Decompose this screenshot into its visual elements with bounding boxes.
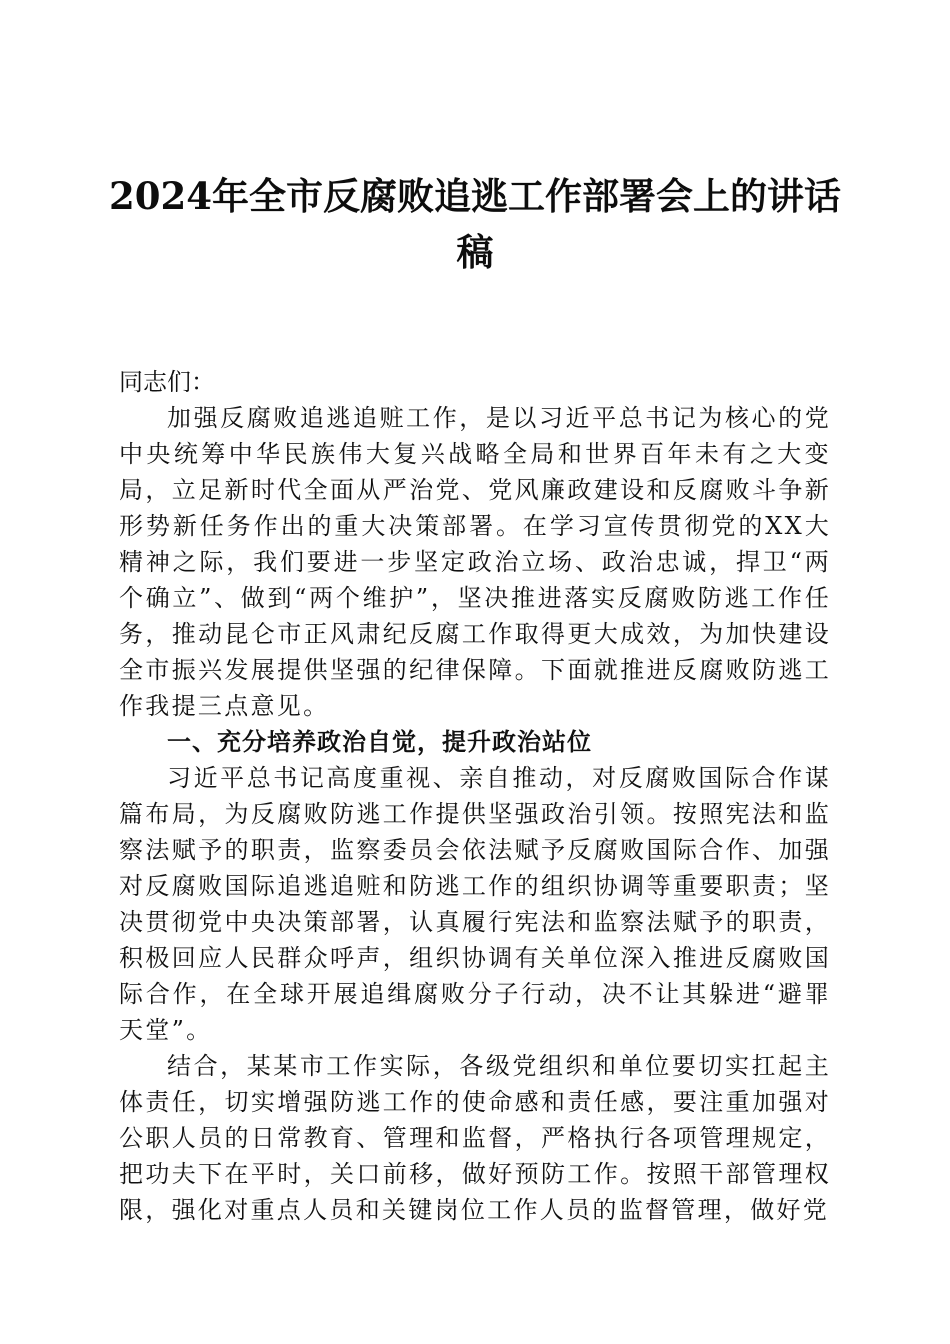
document-body xyxy=(119,364,831,1228)
document-title xyxy=(100,168,850,280)
section-1-paragraph-1: 习近平总书记高度重视、亲自推动，对反腐败国际合作谋篇布局，为反腐败防逃工作提供坚强政治引领。按照宪法和监察法赋予的职责，监察委员会依法赋予反腐败国际合作、加强对反腐败国际追逃追赃和防逃工作的组织协调等重要职责；坚决贯彻党中央决策部署，认真履行宪法和监察法赋予的职责，积极回应人民群众呼声，组织协调有关单位深入推进反腐败国际合作，在全球开展追缉腐败分子行动，决不让其躲进“避罪天堂”。 xyxy=(119,764,831,1044)
document-title-line-2: 稿 xyxy=(456,230,494,274)
section-heading-1: 一、充分培养政治自觉，提升政治站位 xyxy=(167,728,592,756)
document-title-line-1: 2024年全市反腐败追逃工作部署会上的讲话 xyxy=(109,174,841,218)
intro-paragraph: 加强反腐败追逃追赃工作，是以习近平总书记为核心的党中央统筹中华民族伟大复兴战略全局和世界百年未有之大变局，立足新时代全面从严治党、党风廉政建设和反腐败斗争新形势新任务作出的重大决策部署。在学习宣传贯彻党的XX大精神之际，我们要进一步坚定政治立场、政治忠诚，捍卫“两个确立”、做到“两个维护”，坚决推进落实反腐败防逃工作任务，推动昆仑市正风肃纪反腐工作取得更大成效，为加快建设全市振兴发展提供坚强的纪律保障。下面就推进反腐败防逃工作我提三点意见。 xyxy=(119,404,831,720)
salutation: 同志们： xyxy=(119,368,215,396)
section-1-paragraph-2: 结合，某某市工作实际，各级党组织和单位要切实扛起主体责任，切实增强防逃工作的使命感和责任感，要注重加强对公职人员的日常教育、管理和监督，严格执行各项管理规定，把功夫下在平时，关口前移，做好预防工作。按照干部管理权限，强化对重点人员和关键岗位工作人员的监督管理，做好党 xyxy=(119,1052,831,1224)
